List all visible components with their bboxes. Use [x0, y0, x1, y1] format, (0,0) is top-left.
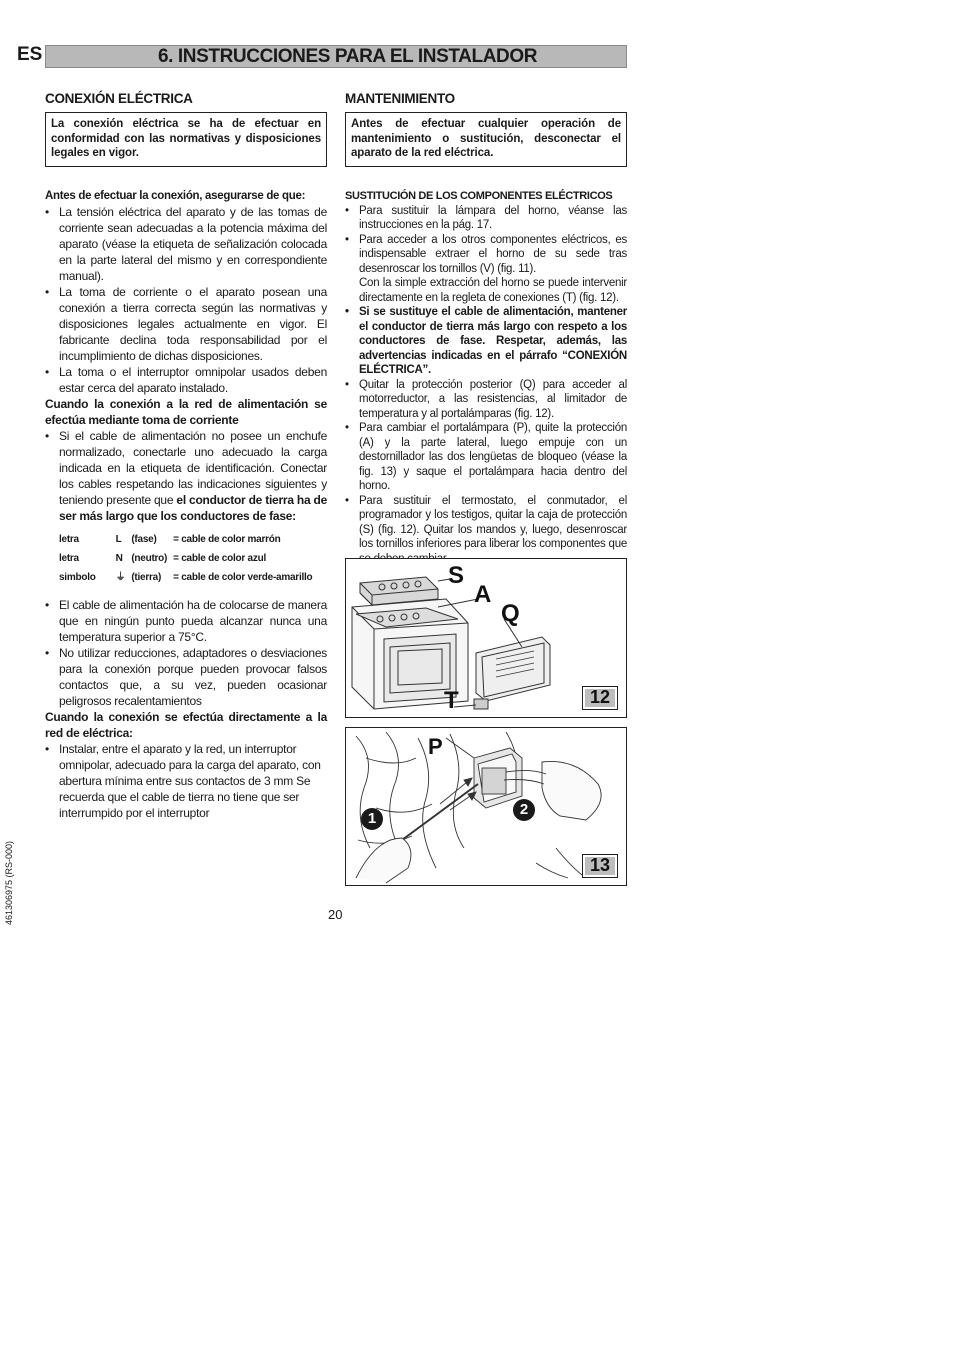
electrical-connection-title: CONEXIÓN ELÉCTRICA: [45, 91, 193, 106]
cable-kind: letra: [59, 534, 79, 545]
maintenance-column: [345, 91, 627, 566]
list-item: [45, 428, 327, 524]
figure-number-12: 12: [582, 686, 618, 710]
figure-12: [345, 558, 627, 718]
label-s: S: [448, 562, 465, 589]
list-item: • Instalar, entre el aparato y la red, un interruptor omnipolar, adecuado para la carga del aparato, con abertura mínima entre sus contactos de 3 mm Se recuerda que el cable de tierra no tiene que ser interrumpido por el interruptor: [45, 741, 327, 821]
electrical-connection-column: [45, 91, 327, 821]
section-title-bar: 6. INSTRUCCIONES PARA EL INSTALADOR: [45, 45, 627, 68]
cable-desc: (tierra): [131, 572, 162, 583]
list-item: • Para sustituir la lámpara del horno, véanse las instrucciones en la pág. 17.: [345, 204, 627, 233]
list-item: • El cable de alimentación ha de colocarse de manera que en ningún punto pueda alcanzar nunca una temperatura superior a 75°C.: [45, 597, 327, 645]
table-row: [59, 550, 318, 569]
label-a: A: [474, 581, 492, 608]
document-code: 461306975 (RS-000): [4, 840, 14, 925]
list-item: • La tensión eléctrica del aparato y de las tomas de corriente sean adecuadas a la potencia máxima del aparato (véase la etiqueta de señalización colocada en la parte lateral del mismo y en correspondiente manual).: [45, 204, 327, 284]
cable-kind: letra: [59, 553, 79, 564]
list-item: • Si se sustituye el cable de alimentación, mantener el conductor de tierra más largo con respeto a los conductores de fase. Respetar, además, las advertencias indicadas en el párrafo “CONEXIÓN ELÉCTRICA”.: [345, 305, 627, 378]
cable-code: N: [115, 553, 123, 564]
table-row: [59, 531, 318, 550]
cable-code: L: [115, 534, 122, 545]
figure-number-13: 13: [582, 854, 618, 878]
cable-desc: (fase): [131, 534, 157, 545]
step-2-badge: 2: [513, 799, 535, 821]
cable-color-table: [59, 531, 318, 588]
cable-warnings-list: [45, 597, 327, 709]
cable-color: = cable de color azul: [173, 553, 266, 564]
label-p: P: [428, 734, 443, 759]
table-row: [59, 569, 318, 588]
before-connection-heading: Antes de efectuar la conexión, asegurarse de que:: [45, 189, 306, 202]
electrical-connection-notice: La conexión eléctrica se ha de efectuar en conformidad con las normativas y disposiciones legales en vigor.: [45, 112, 327, 167]
language-code: ES: [17, 44, 43, 65]
cable-kind: simbolo: [59, 572, 96, 583]
list-item: • No utilizar reducciones, adaptadores o desviaciones para la conexión porque pueden provocar falsos contactos que, a su vez, pueden ocasionar peligrosos recalentamientos: [45, 645, 327, 709]
component-replacement-list: [345, 204, 627, 567]
list-item: [345, 233, 627, 306]
label-t: T: [444, 687, 459, 714]
label-q: Q: [501, 600, 520, 627]
cable-desc: (neutro): [131, 553, 168, 564]
earth-symbol-icon: ⏚: [115, 572, 126, 583]
cable-color: = cable de color marrón: [173, 534, 281, 545]
cable-color: = cable de color verde-amarillo: [173, 572, 313, 583]
list-item-text: Para acceder a los otros componentes eléctricos, es indispensable extraer el horno de su sede tras desenroscar los tornillos (V) (fig. 11).: [359, 233, 627, 275]
list-item: • La toma de corriente o el aparato posean una conexión a tierra correcta según las normativas y disposiciones legales actualmente en vigor. El fabricante declina toda responsabilidad por el incumplimiento de dichas disposiciones.: [45, 284, 327, 364]
component-replacement-heading: SUSTITUCIÓN DE LOS COMPONENTES ELÉCTRICOS: [345, 189, 613, 202]
direct-connection-heading: Cuando la conexión se efectúa directamente a la red de eléctrica:: [45, 709, 327, 740]
list-item: • Quitar la protección posterior (Q) para acceder al motorreductor, a las resistencias, al limitador de temperatura y al portalámparas (fig. 12).: [345, 378, 627, 422]
step-1-badge: 1: [361, 808, 383, 830]
page-number: 20: [328, 907, 343, 922]
socket-connection-heading: Cuando la conexión a la red de alimentación se efectúa mediante toma de corriente: [45, 396, 327, 427]
list-item: • La toma o el interruptor omnipolar usados deben estar cerca del aparato instalado.: [45, 364, 327, 396]
connection-checklist: [45, 204, 327, 396]
list-item: • Para sustituir el termostato, el conmutador, el programador y los testigos, quitar la caja de protección (S) (fig. 12). Quitar los mandos y, luego, desenroscar los tornillos inferiores para liberar los componentes que: [345, 494, 627, 567]
maintenance-title: MANTENIMIENTO: [345, 91, 455, 106]
figure-13: [345, 727, 627, 886]
direct-connection-list: [45, 741, 327, 821]
earth-conductor-note: el conductor de tierra ha de ser más largo que los conductores de fase:: [59, 492, 328, 523]
plug-instructions: Si el cable de alimentación no posee un enchufe normalizado, conectarle uno adecuado la carga indicada en la etiqueta de identificación. Conectar los cables respetando las indicaciones siguientes y teniendo presente que: [59, 428, 327, 507]
list-item: • Para cambiar el portalámpara (P), quite la protección (A) y la parte lateral, luego empuje con un destornillador las dos lengüetas de bloqueo (véase la fig. 13) y saque el portalámpara hacia dentro del horno.: [345, 421, 627, 494]
list-item-note: Con la simple extracción del horno se puede intervenir directamente en la regleta de conexiones (T) (fig. 12).: [359, 277, 627, 304]
socket-connection-list: [45, 428, 327, 524]
maintenance-notice: Antes de efectuar cualquier operación de mantenimiento o sustitución, desconectar el aparato de la red eléctrica.: [345, 112, 627, 167]
